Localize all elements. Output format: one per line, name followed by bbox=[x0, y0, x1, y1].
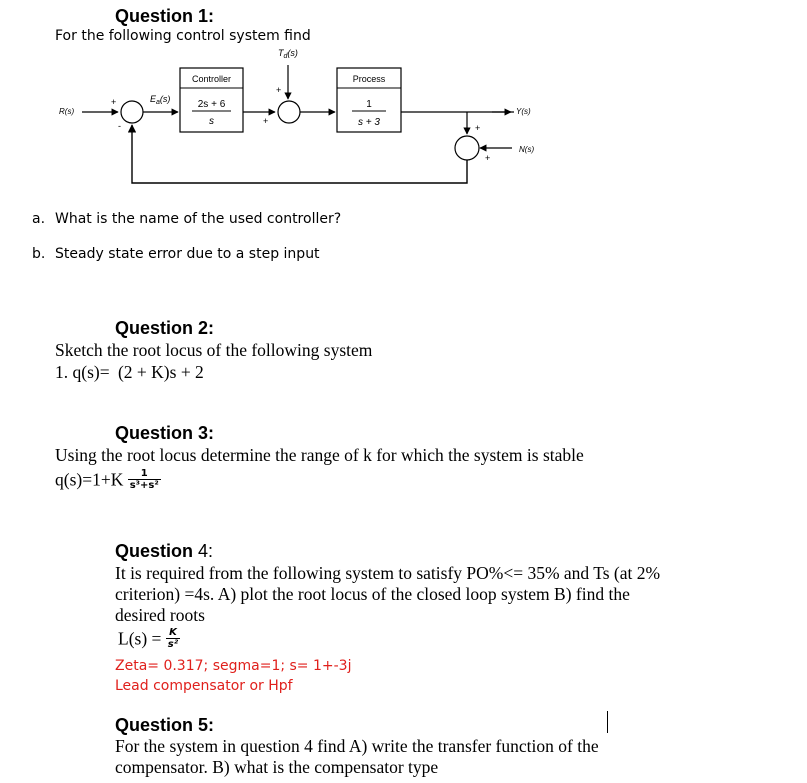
q1-item-a: a. What is the name of the used controller? bbox=[32, 211, 342, 227]
sum3-plus-top: + bbox=[475, 123, 481, 133]
n-label: N(s) bbox=[519, 145, 535, 154]
q4-title: Question 4: bbox=[115, 541, 214, 561]
q4-fraction: $\frac{K}{\text{s²}}$ bbox=[167, 627, 179, 651]
q1-item-b: b. Steady state error due to a step input bbox=[32, 246, 320, 262]
controller-denominator: s bbox=[209, 116, 214, 127]
q1-intro: For the following control system find bbox=[55, 28, 311, 44]
q2-text: Sketch the root locus of the following system bbox=[55, 340, 373, 360]
controller-title: Controller bbox=[191, 74, 232, 84]
q4-line-3: desired roots bbox=[115, 605, 205, 625]
controller-numerator: 2s + 6 bbox=[197, 99, 226, 110]
feedback-path bbox=[132, 125, 467, 183]
process-denominator: s + 3 bbox=[358, 117, 380, 128]
ea-label: $E_a(s)$ bbox=[150, 94, 171, 106]
q2-equation: 1. q(s)= (2 + K)s + 2 bbox=[55, 362, 204, 382]
sum1-minus: - bbox=[118, 121, 121, 131]
q1-title: Question 1: bbox=[115, 6, 215, 26]
q3-equation: q(s)=1+K $\frac{1}{\text{s³+s²}}$ bbox=[55, 468, 159, 492]
process-numerator: 1 bbox=[366, 99, 372, 110]
q3-title: Question 3: bbox=[115, 423, 215, 443]
td-label: $T_d(s)$ bbox=[278, 48, 298, 60]
sum3-plus-right: + bbox=[485, 153, 491, 163]
text-cursor bbox=[607, 711, 608, 733]
q5-title: Question 5: bbox=[115, 715, 215, 735]
q2-title: Question 2: bbox=[115, 318, 215, 338]
sum2-plus-top: + bbox=[276, 85, 282, 95]
q4-answer-1: Zeta= 0.317; segma=1; s= 1+-3j bbox=[115, 658, 352, 674]
process-title: Process bbox=[352, 74, 386, 84]
sum2-plus-left: + bbox=[263, 116, 269, 126]
sum1-plus: + bbox=[111, 97, 117, 107]
q5-line-2: compensator. B) what is the compensator type bbox=[115, 757, 439, 777]
q4-answer-2: Lead compensator or Hpf bbox=[115, 678, 293, 694]
summing-junction-1 bbox=[121, 101, 143, 123]
q4-line-2: criterion) =4s. A) plot the root locus of the closed loop system B) find the bbox=[115, 584, 630, 604]
q3-text: Using the root locus determine the range of k for which the system is stable bbox=[55, 445, 584, 465]
q3-fraction: $\frac{1}{\text{s³+s²}}$ bbox=[129, 468, 159, 492]
y-label: Y(s) bbox=[516, 107, 531, 116]
q4-equation: L(s) = $\frac{K}{\text{s²}}$ bbox=[118, 627, 179, 651]
summing-junction-2 bbox=[278, 101, 300, 123]
q4-line-1: It is required from the following system to satisfy PO%<= 35% and Ts (at 2% bbox=[115, 563, 661, 583]
summing-junction-3 bbox=[455, 136, 479, 160]
r-label: R(s) bbox=[59, 107, 75, 116]
q5-line-1: For the system in question 4 find A) write the transfer function of the bbox=[115, 736, 599, 756]
block-diagram bbox=[52, 46, 562, 188]
